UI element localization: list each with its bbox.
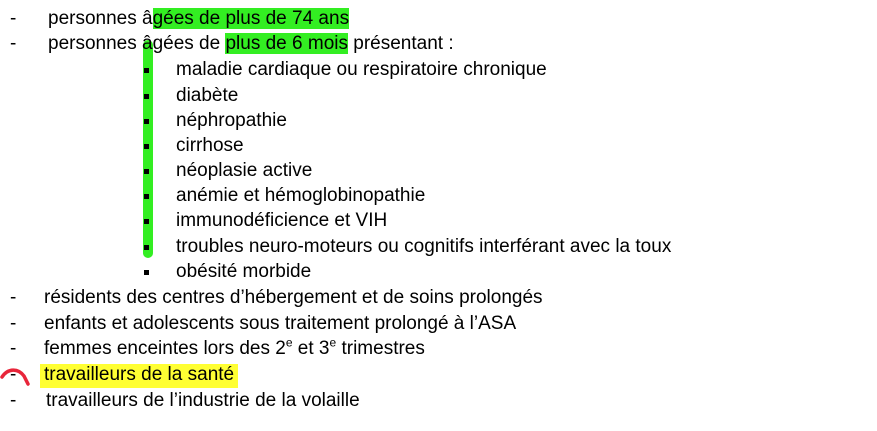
dash-bullet: - xyxy=(10,338,17,359)
item-text: résidents des centres d’hébergement et de soins prolongés xyxy=(44,287,543,308)
sub-item-text: obésité morbide xyxy=(176,261,312,282)
item-text: présentant : xyxy=(347,33,454,54)
dash-bullet: - xyxy=(10,8,17,29)
sub-item-text: maladie cardiaque ou respiratoire chronique xyxy=(176,59,547,80)
dash-bullet: - xyxy=(10,390,17,411)
sub-item-text: néoplasie active xyxy=(176,160,313,181)
dash-bullet: - xyxy=(10,364,17,385)
dash-bullet: - xyxy=(10,287,17,308)
sub-item-text: troubles neuro-moteurs ou cognitifs interférant avec la toux xyxy=(176,236,672,257)
sub-item-text: anémie et hémoglobinopathie xyxy=(176,185,426,206)
sub-item-text: néphropathie xyxy=(176,110,287,131)
item-text: personnes âgées de xyxy=(48,33,226,54)
item-text: enfants et adolescents sous traitement prolongé à l’ASA xyxy=(44,313,517,334)
sub-item-text: cirrhose xyxy=(176,135,244,156)
dash-bullet: - xyxy=(10,33,17,54)
dash-bullet: - xyxy=(10,313,17,334)
item-text: travailleurs de l’industrie de la volaille xyxy=(46,390,360,411)
sub-item-text: immunodéficience et VIH xyxy=(176,210,388,231)
item-text: personnes â xyxy=(48,8,153,29)
highlighted-text: plus de 6 mois xyxy=(225,33,348,54)
item-text: femmes enceintes lors des 2e et 3e trimestres xyxy=(44,335,425,359)
highlighted-text: travailleurs de la santé xyxy=(40,364,238,388)
sub-item-text: diabète xyxy=(176,85,239,106)
highlighted-text: gées de plus de 74 ans xyxy=(152,8,350,29)
